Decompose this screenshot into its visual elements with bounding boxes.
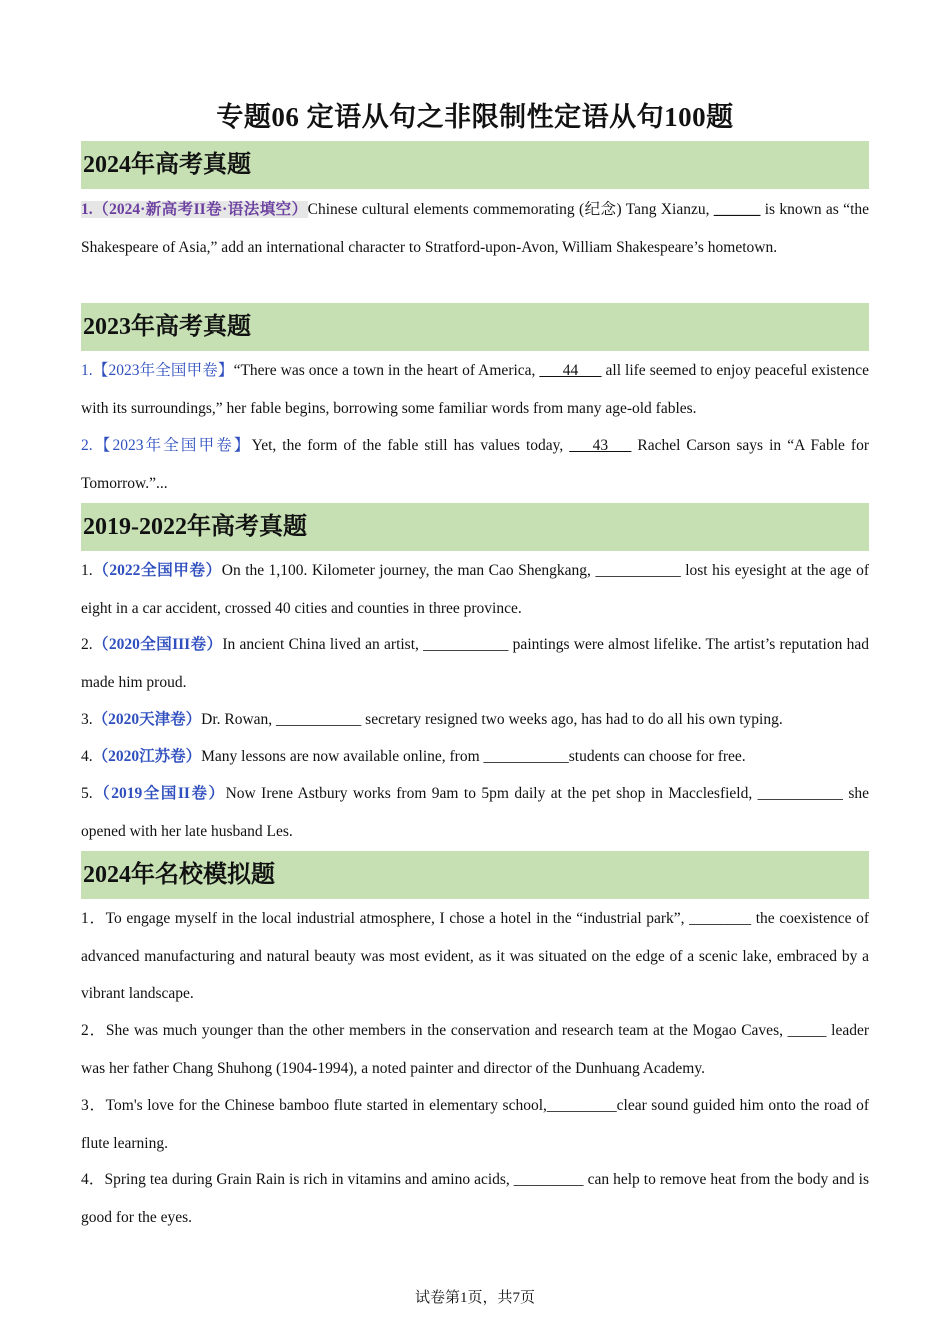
question-text: all life seemed to enjoy peaceful existence with its surroundings,” her fable begins, borrowing some familiar words from many age-old fables. bbox=[81, 362, 869, 417]
question-item: 4．Spring tea during Grain Rain is rich in vitamins and amino acids, _________ can help to remove heat from the body and is good for the eyes. bbox=[81, 1171, 869, 1226]
question-source: （2020全国III卷） bbox=[92, 636, 223, 653]
answer-blank: ______ bbox=[713, 201, 761, 218]
question-source: （2019全国II卷） bbox=[92, 785, 226, 802]
question-item bbox=[81, 626, 869, 701]
question-source: 【2023年全国甲卷】 bbox=[92, 437, 252, 454]
question-item: 3．Tom's love for the Chinese bamboo flute started in elementary school,_________clear sound guided him onto the road of flute learning. bbox=[81, 1097, 869, 1152]
question-text: is known as “the Shakespeare of Asia,” add an international character to Stratford-upon-Avon, William Shakespeare’s hometown. bbox=[81, 201, 870, 256]
question-item: 2．She was much younger than the other members in the conservation and research team at the Mogao Caves, _____ leader was her father Chang Shuhong (1904-1994), a noted painter and director of the Dunhuang Academy. bbox=[81, 1022, 869, 1077]
question-number: 5. bbox=[81, 785, 93, 802]
section-heading-2019-2022-gaokao: 2019-2022年高考真题 bbox=[81, 503, 869, 551]
question-text: Dr. Rowan, ___________ secretary resigned two weeks ago, has had to do all his own typing. bbox=[201, 711, 783, 728]
question-source: （2020天津卷） bbox=[92, 711, 202, 728]
page-title: 专题06 定语从句之非限制性定语从句100题 bbox=[216, 102, 734, 132]
question-item bbox=[81, 552, 869, 627]
question-number: 3. bbox=[81, 711, 93, 728]
question-number: 4. bbox=[81, 748, 93, 765]
question-item bbox=[81, 191, 869, 266]
question-number: 2. bbox=[81, 437, 93, 454]
page-footer: 试卷第1页，共7页 bbox=[414, 1290, 535, 1306]
question-text: Now Irene Astbury works from 9am to 5pm daily at the pet shop in Macclesfield, ___________ she opened with her late husband Les. bbox=[81, 785, 869, 840]
question-item bbox=[81, 738, 869, 776]
answer-blank: ___44___ bbox=[539, 362, 602, 379]
question-number: 1. bbox=[81, 201, 93, 218]
question-number: 1. bbox=[81, 562, 93, 579]
question-text: On the 1,100. Kilometer journey, the man Cao Shengkang, ___________ lost his eyesight at the age of eight in a car accident, crossed 40 cities and counties in three province. bbox=[81, 562, 869, 617]
question-source: （2020江苏卷） bbox=[92, 748, 202, 765]
section-heading-2024-mock: 2024年名校模拟题 bbox=[81, 851, 869, 899]
question-item: 1．To engage myself in the local industrial atmosphere, I chose a hotel in the “industrial park”, ________ the coexistence of advanced manufacturing and natural beauty was most evident, as it was situated on the edge of a scenic lake, embraced by a vibrant landscape. bbox=[81, 910, 869, 1002]
question-text: Rachel Carson says in “A Fable for Tomorrow.”... bbox=[81, 437, 869, 492]
question-text: Yet, the form of the fable still has values today, bbox=[251, 437, 570, 454]
question-text: Chinese cultural elements commemorating (纪念) Tang Xianzu, bbox=[307, 201, 714, 218]
question-number: 1. bbox=[81, 362, 93, 379]
section-heading-2023-gaokao: 2023年高考真题 bbox=[81, 303, 869, 351]
question-text: Many lessons are now available online, from ___________students can choose for free. bbox=[201, 748, 746, 765]
answer-blank: ___43___ bbox=[569, 437, 632, 454]
question-source: 【2023年全国甲卷】 bbox=[92, 362, 234, 379]
question-item bbox=[81, 352, 869, 427]
question-item bbox=[81, 701, 869, 739]
question-source: （2024·新高考II卷·语法填空） bbox=[92, 201, 308, 218]
question-text: “There was once a town in the heart of America, bbox=[233, 362, 540, 379]
question-text: In ancient China lived an artist, ___________ paintings were almost lifelike. The artist’s reputation had made him proud. bbox=[81, 636, 869, 691]
section-heading-2024-gaokao: 2024年高考真题 bbox=[81, 141, 869, 189]
question-source: （2022全国甲卷） bbox=[92, 562, 222, 579]
question-number: 2. bbox=[81, 636, 93, 653]
question-item bbox=[81, 427, 869, 502]
question-item bbox=[81, 775, 869, 850]
